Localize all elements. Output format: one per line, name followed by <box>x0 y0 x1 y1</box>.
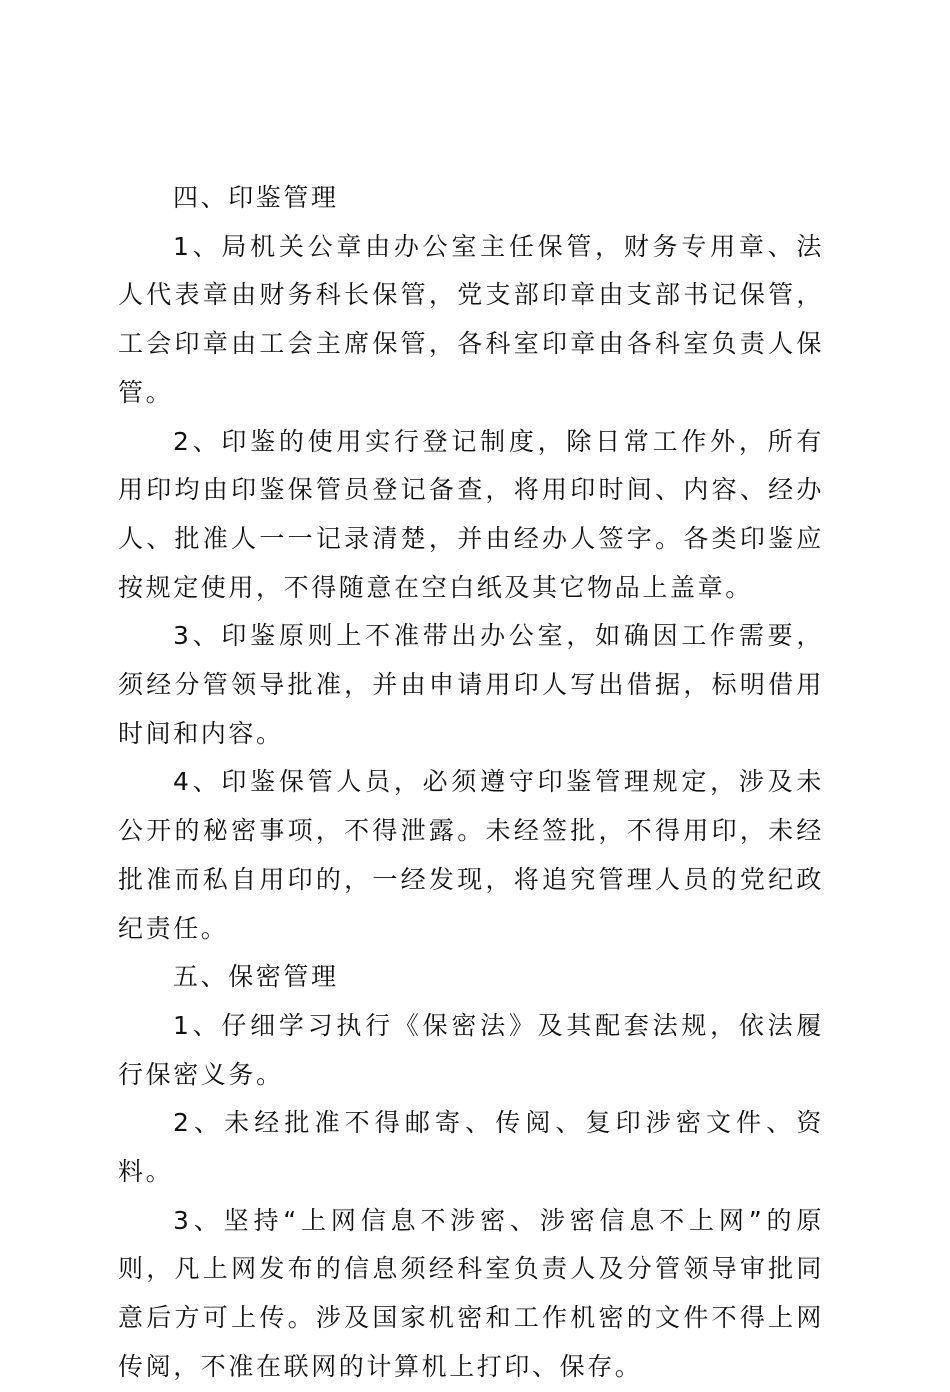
paragraph: 1、局机关公章由办公室主任保管，财务专用章、法人代表章由财务科长保管，党支部印章由支部书记保管，工会印章由工会主席保管，各科室印章由各科室负责人保管。 <box>118 231 824 407</box>
paragraph: 3、印鉴原则上不准带出办公室，如确因工作需要，须经分管领导批准，并由申请用印人写出借据，标明借用时间和内容。 <box>118 621 824 748</box>
paragraph: 2、印鉴的使用实行登记制度，除日常工作外，所有用印均由印鉴保管员登记备查，将用印时间、内容、经办人、批准人一一记录清楚，并由经办人签字。各类印鉴应按规定使用，不得随意在空白纸及其它物品上盖章。 <box>118 426 824 602</box>
paragraph: 1、仔细学习执行《保密法》及其配套法规，依法履行保密义务。 <box>118 1010 824 1089</box>
section-heading-confidentiality-management: 五、保密管理 <box>173 962 339 992</box>
paragraph: 4、印鉴保管人员，必须遵守印鉴管理规定，涉及未公开的秘密事项，不得泄露。未经签批，不得用印，未经批准而私自用印的，一经发现，将追究管理人员的党纪政纪责任。 <box>118 767 824 943</box>
document-body <box>118 174 824 1392</box>
paragraph: 2、未经批准不得邮寄、传阅、复印涉密文件、资料。 <box>118 1108 824 1187</box>
section-heading-seal-management: 四、印鉴管理 <box>173 183 339 212</box>
paragraph: 3、坚持“上网信息不涉密、涉密信息不上网”的原则，凡上网发布的信息须经科室负责人及分管领导审批同意后方可上传。涉及国家机密和工作机密的文件不得上网传阅，不准在联网的计算机上打印、保存。 <box>118 1205 824 1381</box>
